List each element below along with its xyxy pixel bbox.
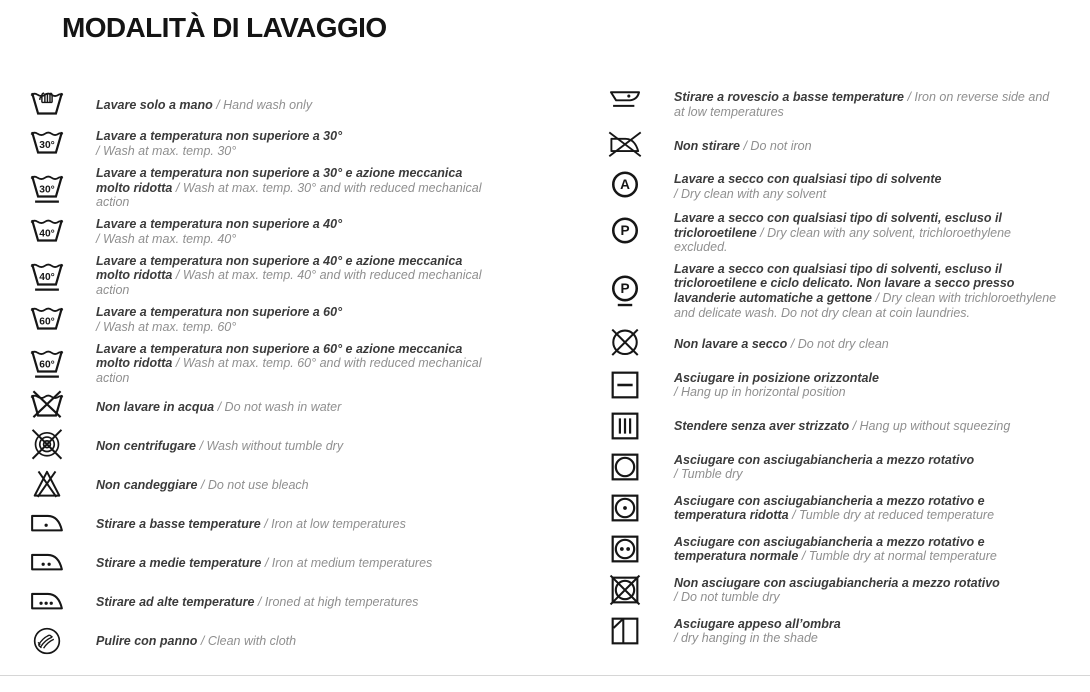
care-instruction-row xyxy=(608,573,1060,607)
care-instruction-label xyxy=(96,166,482,210)
care-instruction-label xyxy=(96,400,482,415)
dry-clean-circle-underlined-icon xyxy=(608,274,650,308)
label-english: / Do not use bleach xyxy=(200,478,309,493)
care-instruction-label xyxy=(674,337,1060,352)
care-instruction-label xyxy=(96,517,482,532)
care-instruction-label xyxy=(674,371,1060,400)
care-symbols-right-column xyxy=(608,88,1060,655)
care-instruction-row xyxy=(608,170,1060,204)
label-italian: Lavare a secco con qualsiasi tipo di solventi, escluso il tricloroetilene xyxy=(674,211,1002,240)
no-spin-icon xyxy=(30,429,72,463)
label-italian: Lavare a temperatura non superiore a 40° e azione meccanica molto ridotta xyxy=(96,253,463,283)
care-instruction-row xyxy=(608,368,1060,402)
label-italian: Lavare a temperatura non superiore a 60° e azione meccanica molto ridotta xyxy=(96,341,463,371)
label-italian: Asciugare con asciugabiancheria a mezzo rotativo e temperatura normale xyxy=(674,534,985,564)
wash-basin-underlined-icon xyxy=(30,259,72,293)
care-instruction-row xyxy=(30,468,482,502)
care-instruction-row xyxy=(30,585,482,619)
iron-1-dot-icon xyxy=(30,507,72,541)
svg-text:40°: 40° xyxy=(39,228,55,240)
label-italian: Asciugare appeso all’ombra xyxy=(674,616,841,631)
wash-basin-icon xyxy=(30,127,72,161)
label-english: / Hand wash only xyxy=(216,97,313,112)
care-instruction-row xyxy=(608,532,1060,566)
care-instruction-label xyxy=(674,419,1060,434)
care-instruction-row xyxy=(608,491,1060,525)
care-instruction-label xyxy=(96,595,482,610)
svg-text:40°: 40° xyxy=(39,271,55,283)
care-instruction-label xyxy=(96,305,482,334)
care-instruction-label xyxy=(96,634,482,649)
label-english: / Iron at medium temperatures xyxy=(264,556,433,571)
care-instruction-row xyxy=(608,614,1060,648)
care-instruction-label xyxy=(96,98,482,113)
label-english: / Wash at max. temp. 30° xyxy=(96,144,237,158)
care-instruction-label xyxy=(674,535,1060,564)
care-instruction-label xyxy=(96,342,482,386)
label-english: / Dry clean with any solvent, trichloroethylene excluded. xyxy=(674,225,1011,255)
no-tumble-dry-icon xyxy=(608,573,650,607)
label-italian: Lavare a temperatura non superiore a 60° xyxy=(96,304,343,319)
label-italian: Lavare a secco con qualsiasi tipo di solventi, escluso il tricloroetilene e ciclo delicato. Non lavare a secco presso lavanderie automatiche a gettone xyxy=(674,261,1015,305)
dry-clean-circle-icon xyxy=(608,170,650,204)
care-instruction-row xyxy=(608,129,1060,163)
care-instruction-label xyxy=(674,172,1060,201)
wash-basin-underlined-icon xyxy=(30,346,72,380)
care-instruction-label xyxy=(674,211,1060,255)
svg-text:60°: 60° xyxy=(39,359,55,371)
label-english: / Hang up in horizontal position xyxy=(674,385,846,400)
label-italian: Lavare a secco con qualsiasi tipo di solvente xyxy=(674,172,942,187)
label-english: / Ironed at high temperatures xyxy=(257,595,419,610)
bottom-divider xyxy=(0,675,1090,676)
care-instruction-label xyxy=(96,556,482,571)
label-italian: Lavare a temperatura non superiore a 30° e azione meccanica molto ridotta xyxy=(96,166,463,195)
care-instruction-row xyxy=(608,262,1060,320)
care-instruction-label xyxy=(674,262,1060,320)
care-instruction-label xyxy=(96,254,482,298)
label-italian: Stendere senza aver strizzato xyxy=(674,418,850,433)
page-title: MODALITÀ DI LAVAGGIO xyxy=(62,12,387,43)
label-english: / dry hanging in the shade xyxy=(674,631,818,646)
label-italian: Asciugare con asciugabiancheria a mezzo rotativo xyxy=(674,452,975,467)
tumble-dry-2-dot-icon xyxy=(608,532,650,566)
hand-wash-icon xyxy=(30,88,72,122)
svg-text:30°: 30° xyxy=(39,140,55,152)
care-instruction-label xyxy=(674,453,1060,482)
care-instruction-row xyxy=(608,409,1060,443)
label-italian: Non lavare in acqua xyxy=(96,400,215,415)
label-english: / Do not dry clean xyxy=(790,336,889,351)
care-instruction-label xyxy=(674,576,1060,605)
care-instruction-row xyxy=(608,450,1060,484)
care-instruction-row xyxy=(30,166,482,210)
svg-text:30°: 30° xyxy=(39,184,55,196)
dry-flat-icon xyxy=(608,368,650,402)
label-italian: Lavare a temperatura non superiore a 30° xyxy=(96,129,343,144)
wash-basin-icon xyxy=(30,303,72,337)
no-bleach-icon xyxy=(30,468,72,502)
care-instruction-row xyxy=(30,88,482,122)
svg-text:P: P xyxy=(620,223,630,239)
care-instruction-row xyxy=(30,303,482,337)
label-italian: Non centrifugare xyxy=(96,439,197,454)
care-instruction-row xyxy=(608,211,1060,255)
label-italian: Non lavare a secco xyxy=(674,336,788,351)
care-instruction-label xyxy=(96,217,482,246)
care-instruction-row xyxy=(30,127,482,161)
care-instruction-row xyxy=(30,390,482,424)
care-symbols-left-column xyxy=(30,88,482,663)
label-english: / Tumble dry xyxy=(674,467,743,482)
clean-with-cloth-icon xyxy=(30,624,72,658)
label-italian: Stirare a medie temperature xyxy=(96,556,262,571)
care-instruction-row xyxy=(30,429,482,463)
label-italian: Stirare ad alte temperature xyxy=(96,595,255,610)
no-iron-icon xyxy=(608,129,650,163)
label-italian: Non candeggiare xyxy=(96,478,198,493)
care-instruction-row xyxy=(30,254,482,298)
iron-3-dot-icon xyxy=(30,585,72,619)
label-english: / Do not iron xyxy=(743,138,812,153)
care-instruction-label xyxy=(674,139,1060,154)
dry-in-shade-icon xyxy=(608,614,650,648)
dry-clean-circle-icon xyxy=(608,216,650,250)
label-english: / Iron on reverse side and at low temperatures xyxy=(674,90,1050,119)
label-italian: Stirare a basse temperature xyxy=(96,517,261,532)
care-instruction-label xyxy=(674,90,1060,119)
care-instruction-row xyxy=(608,327,1060,361)
care-instruction-label xyxy=(96,129,482,158)
tumble-dry-icon xyxy=(608,450,650,484)
care-instruction-label xyxy=(96,478,482,493)
iron-2-dot-icon xyxy=(30,546,72,580)
no-dry-clean-icon xyxy=(608,327,650,361)
care-instruction-row xyxy=(30,215,482,249)
label-english: / Wash without tumble dry xyxy=(199,439,344,454)
care-instruction-row xyxy=(30,546,482,580)
svg-text:60°: 60° xyxy=(39,315,55,327)
label-italian: Non asciugare con asciugabiancheria a mezzo rotativo xyxy=(674,575,1000,590)
care-instruction-row xyxy=(30,342,482,386)
label-english: / Dry clean with any solvent xyxy=(674,187,827,201)
wash-basin-icon xyxy=(30,215,72,249)
care-instruction-label xyxy=(674,617,1060,646)
label-italian: Asciugare in posizione orizzontale xyxy=(674,370,879,385)
wash-basin-underlined-icon xyxy=(30,171,72,205)
label-english: / Wash at max. temp. 30° and with reduced mechanical action xyxy=(96,180,482,210)
label-english: / Wash at max. temp. 60° and with reduced mechanical action xyxy=(96,356,482,385)
care-instruction-label xyxy=(96,439,482,454)
label-english: / Iron at low temperatures xyxy=(264,517,406,532)
care-instruction-row xyxy=(30,624,482,658)
label-english: / Tumble dry at normal temperature xyxy=(801,549,997,564)
label-english: / Hang up without squeezing xyxy=(852,418,1011,433)
care-instruction-row xyxy=(30,507,482,541)
iron-reverse-icon xyxy=(608,88,650,122)
drip-dry-icon xyxy=(608,409,650,443)
label-italian: Lavare a temperatura non superiore a 40° xyxy=(96,217,343,232)
care-instruction-row xyxy=(608,88,1060,122)
care-instruction-label xyxy=(674,494,1060,523)
no-wash-icon xyxy=(30,390,72,424)
tumble-dry-1-dot-icon xyxy=(608,491,650,525)
label-italian: Lavare solo a mano xyxy=(96,97,213,112)
label-english: / Wash at max. temp. 40° xyxy=(96,231,237,246)
label-english: / Do not wash in water xyxy=(217,400,342,415)
label-english: / Wash at max. temp. 40° and with reduced mechanical action xyxy=(96,268,482,297)
label-italian: Pulire con panno xyxy=(96,634,198,649)
label-italian: Asciugare con asciugabiancheria a mezzo rotativo e temperatura ridotta xyxy=(674,493,985,523)
label-italian: Stirare a rovescio a basse temperature xyxy=(674,90,904,105)
label-english: / Tumble dry at reduced temperature xyxy=(792,508,995,523)
label-english: / Do not tumble dry xyxy=(674,590,780,605)
label-english: / Clean with cloth xyxy=(200,634,297,649)
svg-text:P: P xyxy=(620,281,630,297)
label-english: / Dry clean with trichloroethylene and delicate wash. Do not dry clean at coin laundries. xyxy=(674,290,1057,320)
label-english: / Wash at max. temp. 60° xyxy=(96,319,237,334)
svg-text:A: A xyxy=(620,177,630,193)
label-italian: Non stirare xyxy=(674,138,740,153)
